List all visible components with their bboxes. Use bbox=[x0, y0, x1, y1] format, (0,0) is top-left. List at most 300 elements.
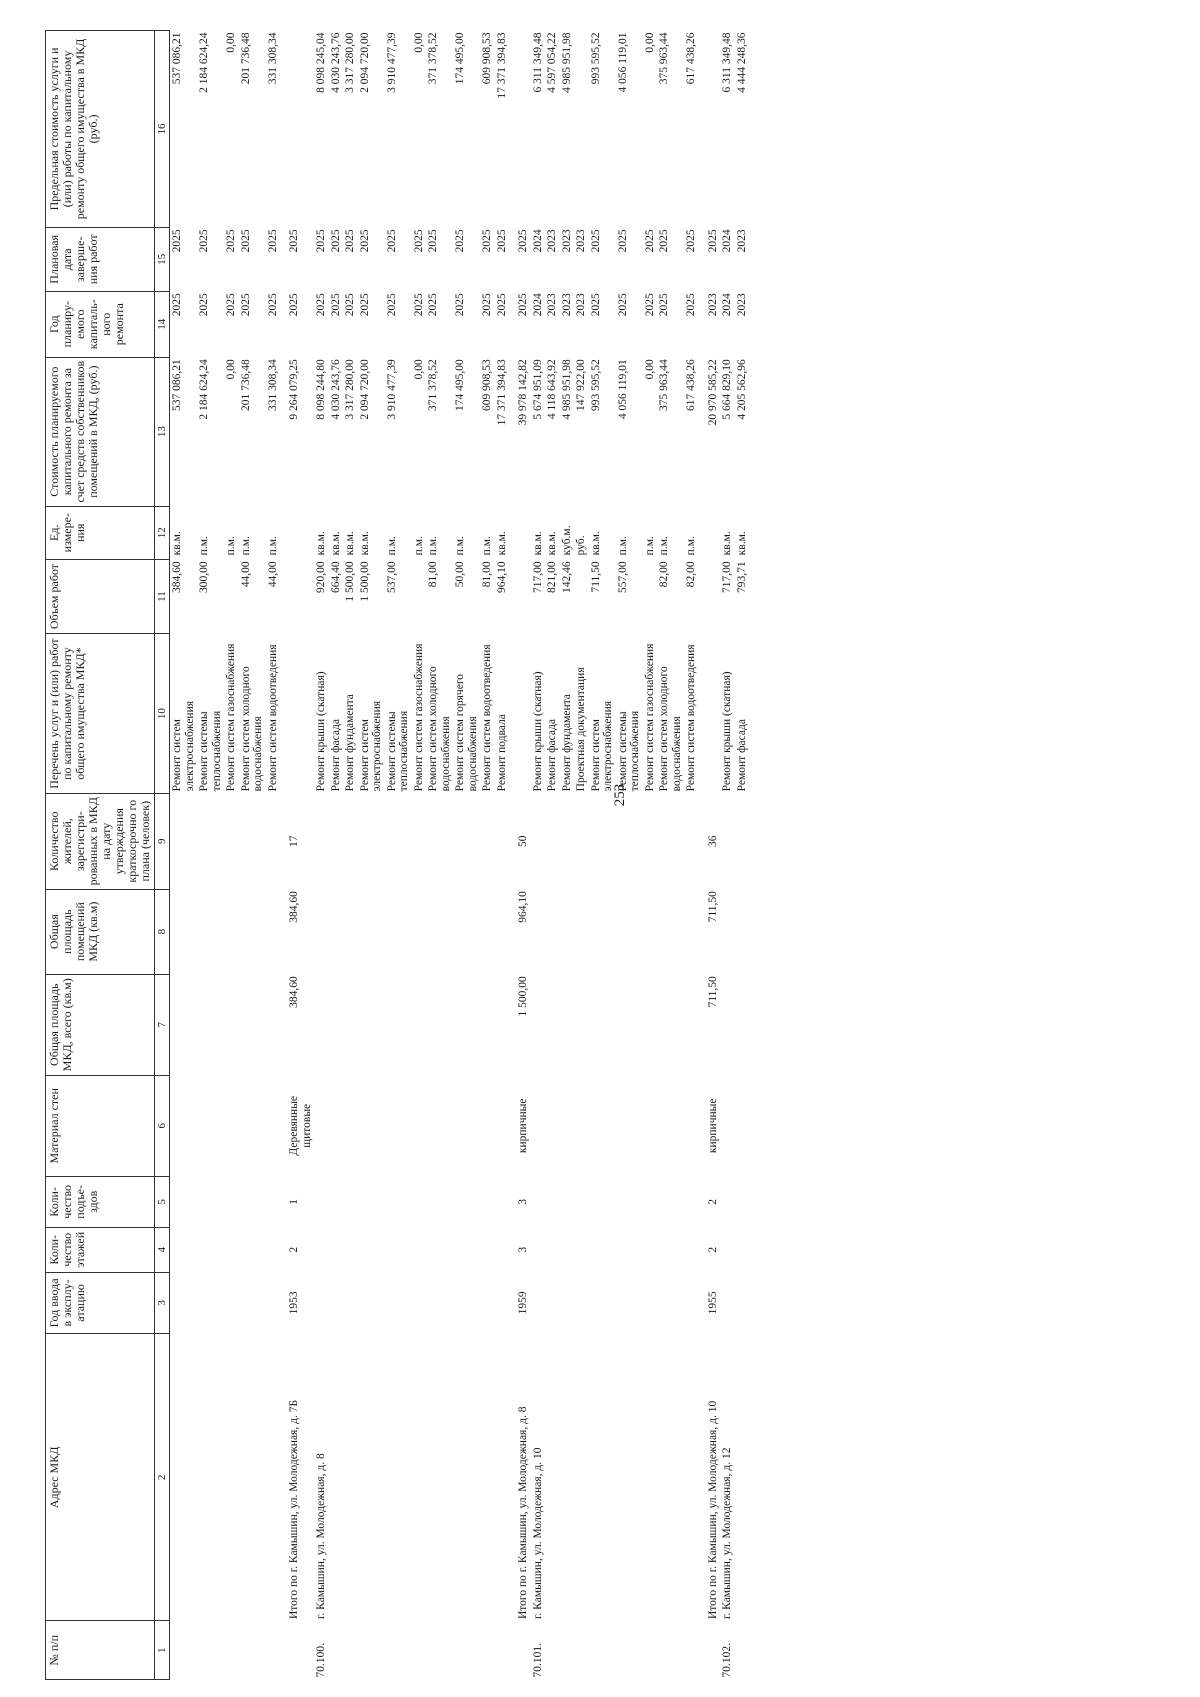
cell-col-8 bbox=[329, 889, 344, 974]
cell-col-4 bbox=[643, 1227, 658, 1272]
cell-col-6 bbox=[385, 1075, 412, 1176]
cell-col-7 bbox=[412, 974, 427, 1075]
cell-col-10: Ремонт фундамента bbox=[344, 694, 356, 792]
column-header-4: Коли-чество этажей bbox=[46, 1227, 155, 1272]
cell-col-9 bbox=[480, 793, 495, 889]
cell-col-8 bbox=[684, 889, 699, 974]
cell-col-13: 609 908,53 bbox=[481, 359, 493, 411]
cell-col-14: 2025 bbox=[658, 293, 670, 317]
cell-col-8 bbox=[170, 889, 198, 974]
cell-col-5 bbox=[197, 1176, 224, 1227]
cell-col-11: 50,00 bbox=[454, 561, 466, 588]
cell-col-12: кв.м. bbox=[171, 531, 183, 556]
cell-col-9 bbox=[545, 793, 560, 889]
table-row bbox=[480, 31, 495, 1680]
cell-col-7 bbox=[657, 974, 684, 1075]
cell-col-4 bbox=[589, 1227, 616, 1272]
cell-col-3 bbox=[314, 1272, 329, 1334]
cell-col-7 bbox=[453, 974, 480, 1075]
cell-col-16: 2 184 624,24 bbox=[198, 32, 210, 93]
cell-col-13: 20 970 585,22 bbox=[706, 359, 719, 426]
table-row bbox=[495, 31, 510, 1680]
cell-col-5 bbox=[720, 1176, 735, 1227]
cell-col-16: 3 910 477,39 bbox=[385, 32, 398, 93]
cell-col-7 bbox=[426, 974, 453, 1075]
cell-col-2 bbox=[170, 1334, 198, 1621]
cell-col-5: 1 bbox=[288, 1198, 300, 1205]
cell-col-7 bbox=[224, 974, 239, 1075]
cell-col-10: Ремонт фундамента bbox=[560, 694, 573, 792]
column-header-3: Год ввода в эксплу-атацию bbox=[46, 1272, 155, 1334]
cell-col-2 bbox=[358, 1334, 385, 1621]
cell-col-9 bbox=[495, 793, 510, 889]
cell-col-6 bbox=[314, 1075, 329, 1176]
cell-col-11: 664,40 bbox=[329, 561, 342, 593]
cell-col-10: Ремонт систем электроснабжения bbox=[171, 700, 196, 792]
cell-col-16 bbox=[280, 31, 314, 228]
cell-col-11: 711,50 bbox=[589, 561, 602, 593]
cell-col-8 bbox=[574, 889, 589, 974]
cell-col-3 bbox=[224, 1272, 239, 1334]
cell-col-9 bbox=[239, 793, 266, 889]
column-number-2: 2 bbox=[155, 1334, 170, 1621]
cell-col-13: 5 674 951,09 bbox=[531, 359, 544, 420]
cell-col-2 bbox=[643, 1334, 658, 1621]
cell-col-1: 70.101. bbox=[531, 1643, 544, 1678]
column-number-3: 3 bbox=[155, 1272, 170, 1334]
cell-col-15: 2025 bbox=[288, 229, 300, 253]
cell-col-16: 331 308,34 bbox=[266, 32, 279, 85]
column-number-1: 1 bbox=[155, 1621, 170, 1680]
cell-col-3 bbox=[426, 1272, 453, 1334]
cell-col-10: Ремонт фасада bbox=[329, 719, 342, 792]
cell-col-3 bbox=[239, 1272, 266, 1334]
cell-col-3 bbox=[684, 1272, 699, 1334]
cell-col-11: 793,71 bbox=[735, 561, 748, 593]
cell-col-16: 4 985 951,98 bbox=[560, 32, 573, 93]
cell-col-4 bbox=[453, 1227, 480, 1272]
cell-col-13: 0,00 bbox=[643, 359, 656, 380]
cell-col-12: кв.м. bbox=[358, 531, 371, 556]
cell-col-9 bbox=[343, 793, 358, 889]
cell-col-7 bbox=[314, 974, 329, 1075]
cell-col-13: 4 985 951,98 bbox=[560, 359, 573, 420]
cell-col-10: Ремонт фасада bbox=[546, 719, 558, 792]
cell-col-10: Ремонт фасада bbox=[735, 719, 748, 792]
cell-col-15: 2025 bbox=[454, 229, 466, 253]
cell-col-5 bbox=[480, 1176, 495, 1227]
cell-col-3 bbox=[385, 1272, 412, 1334]
cell-col-1: 70.102. bbox=[721, 1643, 733, 1678]
cell-col-6 bbox=[329, 1075, 344, 1176]
cell-col-11: 1 500,00 bbox=[358, 561, 371, 602]
cell-col-14: 2024 bbox=[531, 293, 544, 317]
cell-col-15: 2023 bbox=[575, 229, 587, 253]
cell-col-6 bbox=[735, 1075, 750, 1176]
cell-col-8 bbox=[266, 889, 281, 974]
column-number-15: 15 bbox=[155, 227, 170, 291]
cell-col-3 bbox=[343, 1272, 358, 1334]
cell-col-15: 2025 bbox=[239, 229, 252, 253]
cell-col-2 bbox=[412, 1334, 427, 1621]
cell-col-12: п.м. bbox=[266, 536, 279, 556]
cell-col-12: п.м. bbox=[658, 536, 670, 556]
cell-col-10: Ремонт систем холодного водоснабжения bbox=[658, 666, 683, 792]
cell-col-14: 2025 bbox=[171, 293, 183, 317]
cell-col-2: Итого по г. Камышин, ул. Молодежная, д. 8 bbox=[517, 1406, 529, 1619]
cell-col-4 bbox=[426, 1227, 453, 1272]
cell-col-14: 2025 bbox=[495, 293, 508, 317]
cell-col-6 bbox=[574, 1075, 589, 1176]
cell-col-1 bbox=[589, 1621, 616, 1680]
cell-col-16: 8 098 245,04 bbox=[315, 32, 327, 93]
cell-col-11: 81,00 bbox=[427, 561, 439, 588]
column-number-7: 7 bbox=[155, 974, 170, 1075]
column-header-6: Материал стен bbox=[46, 1075, 155, 1176]
cell-col-15: 2023 bbox=[560, 229, 573, 253]
cell-col-3 bbox=[735, 1272, 750, 1334]
cell-col-12: кв.м. bbox=[329, 531, 342, 556]
cell-col-6 bbox=[170, 1075, 198, 1176]
cell-col-6 bbox=[224, 1075, 239, 1176]
cell-col-12: кв.м. bbox=[546, 531, 558, 556]
cell-col-4 bbox=[657, 1227, 684, 1272]
cell-col-5 bbox=[735, 1176, 750, 1227]
cell-col-15: 2025 bbox=[706, 229, 719, 253]
table-body bbox=[170, 31, 750, 1680]
cell-col-14: 2023 bbox=[706, 293, 719, 317]
cell-col-7 bbox=[560, 974, 575, 1075]
cell-col-1 bbox=[509, 1621, 531, 1680]
cell-col-13: 5 664 829,10 bbox=[721, 359, 733, 420]
cell-col-11: 384,60 bbox=[171, 561, 183, 593]
cell-col-13: 174 495,00 bbox=[454, 359, 466, 411]
cell-col-1 bbox=[343, 1621, 358, 1680]
cell-col-9 bbox=[531, 793, 546, 889]
cell-col-16 bbox=[574, 31, 589, 228]
cell-col-4 bbox=[224, 1227, 239, 1272]
cell-col-16 bbox=[699, 31, 721, 228]
cell-col-4 bbox=[735, 1227, 750, 1272]
cell-col-8 bbox=[385, 889, 412, 974]
cell-col-9 bbox=[412, 793, 427, 889]
cell-col-14: 2023 bbox=[546, 293, 558, 317]
cell-col-13: 3 317 280,00 bbox=[344, 359, 356, 420]
cell-col-16: 0,00 bbox=[643, 32, 656, 53]
cell-col-5 bbox=[495, 1176, 510, 1227]
column-number-4: 4 bbox=[155, 1227, 170, 1272]
cell-col-4: 3 bbox=[517, 1246, 529, 1253]
cell-col-1 bbox=[657, 1621, 684, 1680]
cell-col-2 bbox=[266, 1334, 281, 1621]
cell-col-1 bbox=[197, 1621, 224, 1680]
cell-col-6 bbox=[643, 1075, 658, 1176]
cell-col-15: 2025 bbox=[385, 229, 398, 253]
cell-col-15: 2024 bbox=[721, 229, 733, 253]
total-row bbox=[509, 31, 531, 1680]
cell-col-3 bbox=[657, 1272, 684, 1334]
cell-col-2: Итого по г. Камышин, ул. Молодежная, д. 10 bbox=[706, 1400, 719, 1619]
column-header-1: № п/п bbox=[46, 1621, 155, 1680]
cell-col-6: кирпичные bbox=[517, 1098, 529, 1154]
cell-col-15: 2025 bbox=[358, 229, 371, 253]
cell-col-16: 6 311 349,48 bbox=[531, 32, 544, 93]
cell-col-5 bbox=[616, 1176, 643, 1227]
cell-col-12 bbox=[699, 506, 721, 559]
cell-col-6: Деревянные щитовые bbox=[288, 1095, 313, 1156]
cell-col-9 bbox=[657, 793, 684, 889]
cell-col-12: кв.м. bbox=[495, 531, 508, 556]
cell-col-6 bbox=[560, 1075, 575, 1176]
cell-col-12: п.м. bbox=[481, 536, 493, 556]
cell-col-5 bbox=[170, 1176, 198, 1227]
column-header-15: Плановая дата заверше-ния работ bbox=[46, 227, 155, 291]
cell-col-14: 2025 bbox=[589, 293, 602, 317]
cell-col-2 bbox=[589, 1334, 616, 1621]
cell-col-6 bbox=[531, 1075, 546, 1176]
cell-col-12: кв.м. bbox=[721, 531, 733, 556]
cell-col-11: 44,00 bbox=[266, 561, 279, 588]
cell-col-1 bbox=[280, 1621, 314, 1680]
cell-col-15: 2025 bbox=[329, 229, 342, 253]
cell-col-2 bbox=[329, 1334, 344, 1621]
rotated-table-container bbox=[45, 30, 1175, 1680]
cell-col-9 bbox=[453, 793, 480, 889]
cell-col-2: г. Камышин, ул. Молодежная, д. 8 bbox=[315, 1453, 327, 1619]
cell-col-16: 3 317 280,00 bbox=[344, 32, 356, 93]
cell-col-6 bbox=[589, 1075, 616, 1176]
cell-col-4 bbox=[343, 1227, 358, 1272]
cell-col-1 bbox=[426, 1621, 453, 1680]
cell-col-5 bbox=[385, 1176, 412, 1227]
cell-col-8: 964,10 bbox=[517, 891, 529, 923]
cell-col-8 bbox=[453, 889, 480, 974]
cell-col-2 bbox=[426, 1334, 453, 1621]
cell-col-13: 617 438,26 bbox=[685, 359, 697, 411]
cell-col-12: п.м. bbox=[225, 536, 237, 556]
cell-col-6 bbox=[657, 1075, 684, 1176]
table-row bbox=[720, 31, 735, 1680]
cell-col-5 bbox=[224, 1176, 239, 1227]
cell-col-4 bbox=[531, 1227, 546, 1272]
column-number-16: 16 bbox=[155, 31, 170, 228]
cell-col-8 bbox=[314, 889, 329, 974]
cell-col-9: 36 bbox=[706, 835, 719, 847]
cell-col-1 bbox=[545, 1621, 560, 1680]
cell-col-6 bbox=[720, 1075, 735, 1176]
cell-col-14: 2025 bbox=[454, 293, 466, 317]
cell-col-13: 993 595,52 bbox=[589, 359, 602, 411]
cell-col-6 bbox=[480, 1075, 495, 1176]
cell-col-4 bbox=[574, 1227, 589, 1272]
cell-col-7 bbox=[197, 974, 224, 1075]
cell-col-3 bbox=[589, 1272, 616, 1334]
total-row bbox=[280, 31, 314, 1680]
cell-col-7 bbox=[329, 974, 344, 1075]
cell-col-14: 2025 bbox=[198, 293, 210, 317]
column-header-9: Количество жителей, зарегистри-рованных в МКД на дату утверждения краткосрочно го плана (человек) bbox=[46, 793, 155, 889]
cell-col-10: Проектная документация bbox=[575, 667, 587, 792]
column-number-5: 5 bbox=[155, 1176, 170, 1227]
cell-col-6 bbox=[684, 1075, 699, 1176]
cell-col-14: 2025 bbox=[358, 293, 371, 317]
cell-col-4 bbox=[266, 1227, 281, 1272]
table-row bbox=[343, 31, 358, 1680]
cell-col-11: 537,00 bbox=[385, 561, 398, 593]
cell-col-11: 557,00 bbox=[616, 561, 629, 593]
cell-col-9 bbox=[616, 793, 643, 889]
cell-col-8 bbox=[480, 889, 495, 974]
cell-col-1 bbox=[453, 1621, 480, 1680]
cell-col-10: Ремонт крыши (скатная) bbox=[531, 671, 544, 792]
column-number-8: 8 bbox=[155, 889, 170, 974]
cell-col-7 bbox=[170, 974, 198, 1075]
cell-col-15: 2025 bbox=[344, 229, 356, 253]
cell-col-8: 384,60 bbox=[288, 891, 300, 923]
cell-col-14: 2025 bbox=[517, 293, 529, 317]
cell-col-14: 2025 bbox=[385, 293, 398, 317]
cell-col-9 bbox=[574, 793, 589, 889]
cell-col-11: 964,10 bbox=[495, 561, 508, 593]
cell-col-5 bbox=[358, 1176, 385, 1227]
cell-col-7 bbox=[266, 974, 281, 1075]
cell-col-15: 2025 bbox=[427, 229, 439, 253]
cell-col-12: п.м. bbox=[198, 536, 210, 556]
capital-repair-table bbox=[45, 30, 749, 1680]
cell-col-2: г. Камышин, ул. Молодежная, д. 12 bbox=[721, 1447, 733, 1619]
cell-col-2 bbox=[495, 1334, 510, 1621]
cell-col-2 bbox=[735, 1334, 750, 1621]
cell-col-12: п.м. bbox=[616, 536, 629, 556]
cell-col-16 bbox=[509, 31, 531, 228]
table-row bbox=[239, 31, 266, 1680]
cell-col-10 bbox=[509, 634, 531, 794]
cell-col-5 bbox=[426, 1176, 453, 1227]
cell-col-13: 3 910 477,39 bbox=[385, 359, 398, 420]
cell-col-1 bbox=[329, 1621, 344, 1680]
cell-col-1 bbox=[170, 1621, 198, 1680]
cell-col-15: 2025 bbox=[266, 229, 279, 253]
cell-col-12: куб.м. bbox=[560, 525, 573, 556]
cell-col-10: Ремонт системы теплоснабжения bbox=[385, 710, 410, 792]
cell-col-6 bbox=[239, 1075, 266, 1176]
cell-col-4 bbox=[720, 1227, 735, 1272]
column-header-7: Общая площадь МКД, всего (кв.м) bbox=[46, 974, 155, 1075]
cell-col-5 bbox=[589, 1176, 616, 1227]
cell-col-10: Ремонт крыши (скатная) bbox=[721, 671, 733, 792]
cell-col-10: Ремонт системы теплоснабжения bbox=[616, 710, 641, 792]
cell-col-4 bbox=[560, 1227, 575, 1272]
cell-col-14: 2025 bbox=[266, 293, 279, 317]
cell-col-12: кв.м. bbox=[589, 531, 602, 556]
cell-col-14: 2025 bbox=[412, 293, 425, 317]
cell-col-7 bbox=[720, 974, 735, 1075]
column-number-12: 12 bbox=[155, 506, 170, 559]
column-number-11: 11 bbox=[155, 559, 170, 633]
table-row bbox=[589, 31, 616, 1680]
cell-col-11: 717,00 bbox=[721, 561, 733, 593]
cell-col-4 bbox=[329, 1227, 344, 1272]
cell-col-11 bbox=[574, 559, 589, 633]
table-row bbox=[426, 31, 453, 1680]
cell-col-6 bbox=[453, 1075, 480, 1176]
cell-col-4 bbox=[170, 1227, 198, 1272]
cell-col-7 bbox=[545, 974, 560, 1075]
cell-col-8 bbox=[560, 889, 575, 974]
cell-col-15: 2025 bbox=[315, 229, 327, 253]
cell-col-5 bbox=[412, 1176, 427, 1227]
cell-col-8 bbox=[589, 889, 616, 974]
cell-col-12 bbox=[509, 506, 531, 559]
table-row bbox=[684, 31, 699, 1680]
cell-col-6 bbox=[358, 1075, 385, 1176]
cell-col-3 bbox=[720, 1272, 735, 1334]
cell-col-11 bbox=[509, 559, 531, 633]
cell-col-3 bbox=[453, 1272, 480, 1334]
column-header-5: Коли-чество подъе-здов bbox=[46, 1176, 155, 1227]
cell-col-11: 44,00 bbox=[239, 561, 252, 588]
cell-col-11: 81,00 bbox=[481, 561, 493, 588]
cell-col-8 bbox=[239, 889, 266, 974]
cell-col-4 bbox=[239, 1227, 266, 1272]
cell-col-7 bbox=[574, 974, 589, 1075]
cell-col-1 bbox=[358, 1621, 385, 1680]
cell-col-3 bbox=[545, 1272, 560, 1334]
cell-col-9 bbox=[643, 793, 658, 889]
cell-col-15: 2024 bbox=[531, 229, 544, 253]
cell-col-4 bbox=[616, 1227, 643, 1272]
column-header-12: Ед. измере-ния bbox=[46, 506, 155, 559]
cell-col-1 bbox=[224, 1621, 239, 1680]
cell-col-10: Ремонт систем водоотведения bbox=[685, 644, 697, 792]
cell-col-13: 8 098 244,80 bbox=[315, 359, 327, 420]
cell-col-15: 2025 bbox=[589, 229, 602, 253]
cell-col-10: Ремонт систем горячего водоснабжения bbox=[454, 673, 479, 792]
cell-col-13: 39 978 142,82 bbox=[517, 359, 529, 426]
cell-col-12: кв.м. bbox=[531, 531, 544, 556]
cell-col-11 bbox=[412, 559, 427, 633]
table-row bbox=[657, 31, 684, 1680]
cell-col-11: 82,00 bbox=[658, 561, 670, 588]
cell-col-10: Ремонт систем газоснабжения bbox=[412, 643, 425, 792]
cell-col-14: 2025 bbox=[288, 293, 300, 317]
cell-col-3: 1959 bbox=[517, 1291, 529, 1315]
cell-col-5 bbox=[314, 1176, 329, 1227]
cell-col-7: 1 500,00 bbox=[517, 976, 529, 1017]
cell-col-9 bbox=[329, 793, 344, 889]
cell-col-6: кирпичные bbox=[706, 1098, 719, 1154]
cell-col-13: 2 094 720,00 bbox=[358, 359, 371, 420]
cell-col-2 bbox=[545, 1334, 560, 1621]
cell-col-2 bbox=[343, 1334, 358, 1621]
cell-col-12: п.м. bbox=[685, 536, 697, 556]
cell-col-13: 147 922,00 bbox=[575, 359, 587, 411]
cell-col-15: 2025 bbox=[658, 229, 670, 253]
cell-col-7 bbox=[616, 974, 643, 1075]
cell-col-13: 331 308,34 bbox=[266, 359, 279, 411]
column-header-16: Предельная стоимость услуги и (или) работы по капитальному ремонту общего имущества в МКД (руб.) bbox=[46, 31, 155, 228]
table-row bbox=[531, 31, 546, 1680]
cell-col-3 bbox=[495, 1272, 510, 1334]
cell-col-15: 2025 bbox=[643, 229, 656, 253]
cell-col-5 bbox=[545, 1176, 560, 1227]
cell-col-10: Ремонт систем газоснабжения bbox=[225, 643, 237, 792]
table-row bbox=[453, 31, 480, 1680]
table-row bbox=[560, 31, 575, 1680]
cell-col-13: 0,00 bbox=[412, 359, 425, 380]
table-row bbox=[385, 31, 412, 1680]
cell-col-4 bbox=[412, 1227, 427, 1272]
